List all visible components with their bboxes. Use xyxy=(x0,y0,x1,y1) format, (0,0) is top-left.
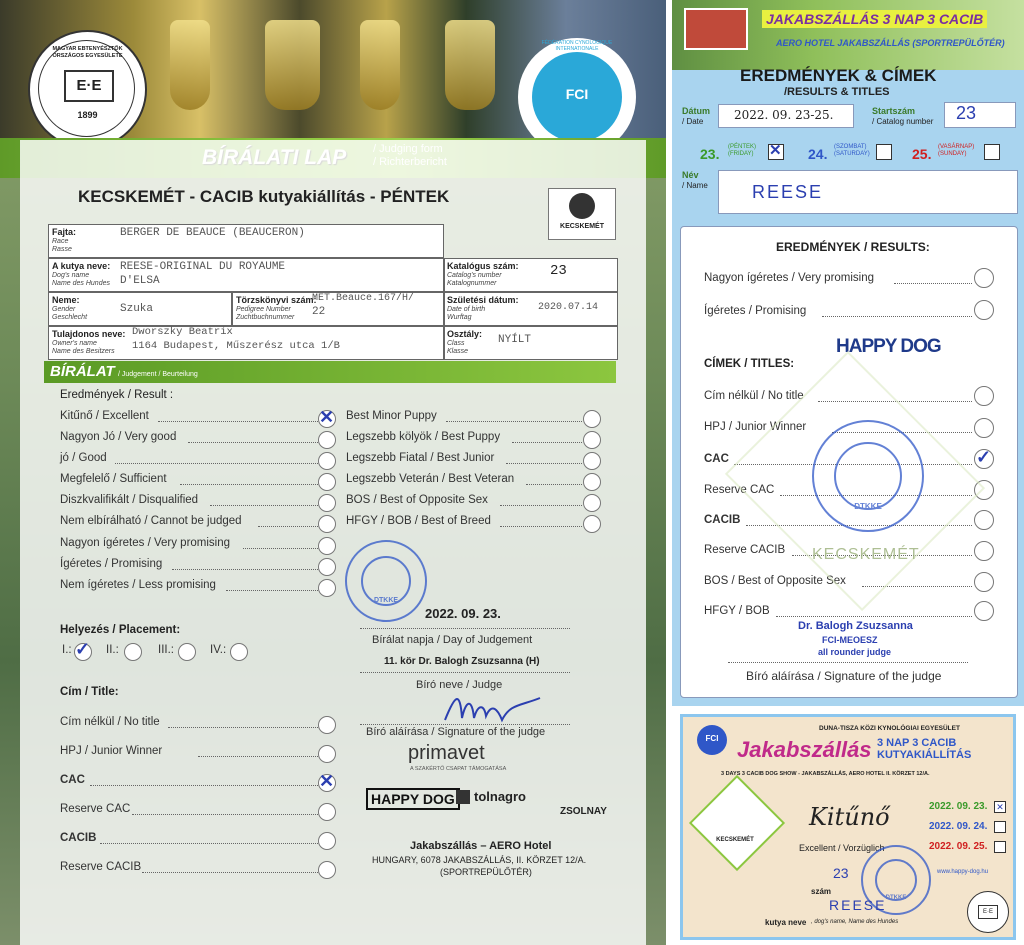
hotel-icon xyxy=(684,8,748,50)
judge-signature xyxy=(440,690,550,726)
title-cacib-checkbox[interactable] xyxy=(318,832,336,850)
title-no-title: Cím nélkül / No title xyxy=(60,716,160,728)
class-value: NYÍLT xyxy=(498,334,532,346)
date-3: 2022. 09. 25. xyxy=(929,841,988,852)
date-2: 2022. 09. 24. xyxy=(929,821,988,832)
pedigree-value: MET.Beauce.167/H/ xyxy=(312,293,415,304)
sponsor-primavet: primavet xyxy=(408,742,485,764)
name-value: REESE xyxy=(752,182,824,202)
dog-badge xyxy=(689,775,785,871)
promising-checkbox[interactable] xyxy=(974,300,994,320)
date-2-checkbox[interactable] xyxy=(994,821,1006,833)
results-title: Eredmények / Result : xyxy=(60,389,174,401)
best-puppy-checkbox[interactable] xyxy=(583,431,601,449)
result-very-promising: Nagyon ígéretes / Very promising xyxy=(60,537,231,549)
title-reserve-cacib: Reserve CACIB xyxy=(60,861,142,873)
results-heading: EREDMÉNYEK & CÍMEK xyxy=(740,66,937,85)
trophy-icon xyxy=(445,20,495,110)
club-stamp: DTKKE xyxy=(861,845,931,915)
title-reserve-cac-checkbox[interactable] xyxy=(318,803,336,821)
award-title: Kitűnő xyxy=(809,803,890,831)
title-junior-winner-checkbox[interactable] xyxy=(318,745,336,763)
date-1-checkbox[interactable]: ✕ xyxy=(994,801,1006,813)
result-less-promising-checkbox[interactable] xyxy=(318,579,336,597)
catalog-value: 23 xyxy=(956,103,977,123)
club-stamp: DTKKE xyxy=(345,540,427,622)
result-disqualified-checkbox[interactable] xyxy=(318,494,336,512)
best-junior-checkbox[interactable] xyxy=(583,452,601,470)
result-cannot-be-judged: Nem elbírálható / Cannot be judged xyxy=(60,515,242,527)
best-of-opposite-sex-checkbox[interactable] xyxy=(583,494,601,512)
trophy-icon xyxy=(265,20,320,110)
catalog-field xyxy=(944,102,1016,128)
best-of-breed-checkbox[interactable] xyxy=(583,515,601,533)
best-minor-puppy: Best Minor Puppy xyxy=(346,410,437,422)
best-veteran-checkbox[interactable] xyxy=(583,473,601,491)
trophy-icon xyxy=(360,20,400,110)
best-puppy: Legszebb kölyök / Best Puppy xyxy=(346,431,501,443)
title-bob-checkbox[interactable] xyxy=(974,601,994,621)
result-very-good-checkbox[interactable] xyxy=(318,431,336,449)
result-good-checkbox[interactable] xyxy=(318,452,336,470)
judge-line: 11. kör Dr. Balogh Zsuzsanna (H) xyxy=(384,656,540,667)
judgement-date: 2022. 09. 23. xyxy=(425,606,501,621)
dob-value: 2020.07.14 xyxy=(538,302,599,313)
result-cannot-be-judged-checkbox[interactable] xyxy=(318,515,336,533)
day3-checkbox[interactable] xyxy=(984,144,1000,160)
results-card: JAKABSZÁLLÁS 3 NAP 3 CACIB AERO HOTEL JAKABSZÁLLÁS (SPORTREPÜLŐTÉR) EREDMÉNYEK & CÍMEK /RESULTS & TITLES Dátum / Date 2022. 09. 23-25. Startszám / Catalog number 23 23. (PÉNTEK) (FRIDAY) ✕ 24. (SZOMBAT) (SATURDAY) 25. (VASÁRNAP) (SUNDAY) Név / Name REESE EREDMÉNYEK / RESULTS: Nagyon ígéretes / Very promising Ígéretes / Promising CÍMEK / TITLES: HAPPY DOG Cím nélkül / No title HPJ / Junior Winner CAC ✓ Reserve CAC CACIB Reserve CACIB BOS / Best of Opposite Sex HFGY / BOB KECSKEMÉT DTKKE Dr. Balogh Zsuzsanna FCI-MEOESZ all rounder judge Bíró aláírása / Signature of the judge xyxy=(672,0,1024,706)
number-value: 23 xyxy=(833,865,849,881)
fci-emblem: FCI FÉDÉRATION CYNOLOGIQUE INTERNATIONALE xyxy=(518,38,636,156)
very-promising-checkbox[interactable] xyxy=(974,268,994,288)
placement-3-checkbox[interactable] xyxy=(178,643,196,661)
best-of-breed: HFGY / BOB / Best of Breed xyxy=(346,515,491,527)
result-less-promising: Nem ígéretes / Less promising xyxy=(60,579,216,591)
rosette-title: Jakabszállás xyxy=(737,737,872,762)
title-reserve-cacib-checkbox[interactable] xyxy=(974,541,994,561)
sponsor-tolnagro: tolnagro xyxy=(474,789,526,804)
checkmark-icon: ✕ xyxy=(769,142,782,159)
title-bos-checkbox[interactable] xyxy=(974,572,994,592)
title-junior-winner: HPJ / Junior Winner xyxy=(60,745,163,757)
happydog-logo: HAPPY DOG xyxy=(836,336,941,357)
date-1: 2022. 09. 23. xyxy=(929,801,988,812)
title-cacib: CACIB xyxy=(60,832,97,844)
judging-form: E·E 1899 MAGYAR EBTENYÉSZTŐK ORSZÁGOS EGYESÜLETE FCI FÉDÉRATION CYNOLOGIQUE INTERNATIONALE KECSKEMÉT - CACIB kutyakiállítás - PÉNTEK KECSKEMÉT Fajta: Race Rasse BERGER DE BEAUCE (BEAUCERON) A kutya neve: Dog's name Name des Hundes REESE-ORIGINAL DU ROYAUME D'ELSA Katalógus szám: Catalog's number Katalognummer 23 Neme: Gender Geschlecht Szuka Törzskönyvi szám: Pedigree Number Zuchtbuchnummer MET.Beauce.167/H/ 22 Születési dátum: Date of birth Wurftag 2020.07.14 Tulajdonos neve: Owner's name Name des Besitzers Dworszky Beatrix 1164 Budapest, Műszerész utca 1/B Osztály: Class Klasse NYÍLT BÍRÁLAT / Judgement / Beurteilung Eredmények / Result : Kitűnő / Excellent ✕ Nagyon Jó / Very good jó / Good Megfelelő / Sufficient Diszkvalifikált / Disqualified Nem elbírálható / Cannot be judged Nagyon ígéretes / Very promising Ígéretes / Promising Nem ígéretes / Less promising Best Minor Puppy Legszebb kölyök / Best Puppy Legszebb Fiatal / Best Junior Legszebb Veterán / Best Veteran BOS / Best of Opposite Sex HFGY / BOB / Best of Breed DTKKE Helyezés / Placement: I.: ✓ II.: III.: IV.: 2022. 09. 23. Bírálat napja / Day of Judgement 11. kör Dr. Balogh Zsuzsanna (H) Bíró neve / Judge Bíró aláírása / Signature of the judge Cím / Title: Cím nélkül / No title HPJ / Junior Winner CAC ✕ Reserve CAC CACIB Reserve CACIB primavet A SZAKÉRTŐ CSAPAT TÁMOGATÁSA HAPPY DOG tolnagro ZSOLNAY Jakabszállás – AERO Hotel HUNGARY, 6078 JAKABSZÁLLÁS, II. KÖRZET 12/A. (SPORTREPÜLŐTÉR) xyxy=(0,0,666,945)
title-reserve-cac: Reserve CAC xyxy=(60,803,131,815)
checkmark-icon: ✕ xyxy=(319,771,335,791)
checkmark-icon: ✕ xyxy=(319,407,335,427)
judge-name: Dr. Balogh Zsuzsanna xyxy=(798,620,913,632)
venue-name: Jakabszállás – AERO Hotel xyxy=(410,840,552,852)
catalog-value: 23 xyxy=(550,263,567,279)
checkmark-icon: ✓ xyxy=(75,639,91,659)
judgement-header: BÍRÁLAT xyxy=(50,363,115,380)
club-stamp: DTKKE xyxy=(812,420,924,532)
owner-value: Dworszky Beatrix xyxy=(132,326,233,338)
result-sufficient: Megfelelő / Sufficient xyxy=(60,473,167,485)
best-junior: Legszebb Fiatal / Best Junior xyxy=(346,452,495,464)
best-minor-puppy-checkbox[interactable] xyxy=(583,410,601,428)
best-of-opposite-sex: BOS / Best of Opposite Sex xyxy=(346,494,488,506)
placement-2-checkbox[interactable] xyxy=(124,643,142,661)
result-promising-checkbox[interactable] xyxy=(318,558,336,576)
date-value: 2022. 09. 23-25. xyxy=(734,108,834,122)
result-sufficient-checkbox[interactable] xyxy=(318,473,336,491)
result-very-good: Nagyon Jó / Very good xyxy=(60,431,177,443)
title-no-title-checkbox[interactable] xyxy=(318,716,336,734)
best-veteran: Legszebb Veterán / Best Veteran xyxy=(346,473,515,485)
result-promising: Ígéretes / Promising xyxy=(60,558,163,570)
date-3-checkbox[interactable] xyxy=(994,841,1006,853)
title-cacib-checkbox[interactable] xyxy=(974,510,994,530)
result-very-promising-checkbox[interactable] xyxy=(318,537,336,555)
day2-checkbox[interactable] xyxy=(876,144,892,160)
dog-value: REESE xyxy=(829,897,887,913)
checkmark-icon: ✓ xyxy=(976,447,992,467)
rosette-card: FCI DUNA-TISZA KÖZI KYNOLÓGIAI EGYESÜLET Jakabszállás 3 NAP 3 CACIB KUTYAKIÁLLÍTÁS 3 DAYS 3 CACIB DOG SHOW - JAKABSZÁLLÁS, AERO HOTEL II. KÖRZET 12/A. KECSKEMÉT Kitűnő Excellent / Vorzüglich 2022. 09. 23. ✕ 2022. 09. 24. 2022. 09. 25. DTKKE www.happy-dog.hu 23 szám REESE kutya neve , dog's name, Name des Hundes E·E xyxy=(680,714,1016,940)
trophy-icon xyxy=(170,20,210,110)
breed-value: BERGER DE BEAUCE (BEAUCERON) xyxy=(120,227,305,239)
event-title: KECSKEMÉT - CACIB kutyakiállítás - PÉNTEK xyxy=(78,187,450,206)
club-badge: KECSKEMÉT xyxy=(548,188,616,240)
banner-title: JAKABSZÁLLÁS 3 NAP 3 CACIB xyxy=(762,10,987,28)
result-good: jó / Good xyxy=(60,452,107,464)
dog-name-value: REESE-ORIGINAL DU ROYAUME xyxy=(120,261,286,273)
title-reserve-cacib-checkbox[interactable] xyxy=(318,861,336,879)
sponsor-zsolnay: ZSOLNAY xyxy=(560,806,607,817)
sex-value: Szuka xyxy=(120,303,154,315)
result-excellent: Kitűnő / Excellent xyxy=(60,410,149,422)
sponsor-happydog: HAPPY DOG xyxy=(366,788,460,810)
placement-title: Helyezés / Placement: xyxy=(60,624,181,636)
title-section: Cím / Title: xyxy=(60,686,119,698)
placement-4-checkbox[interactable] xyxy=(230,643,248,661)
title-cac: CAC xyxy=(60,774,85,786)
association-logo: E·E xyxy=(967,891,1009,933)
tolnagro-icon xyxy=(456,790,470,804)
venue-address: HUNGARY, 6078 JAKABSZÁLLÁS, II. KÖRZET 12/A. xyxy=(372,855,587,865)
association-seal: E·E 1899 MAGYAR EBTENYÉSZTŐK ORSZÁGOS EGYESÜLETE xyxy=(28,30,147,149)
result-disqualified: Diszkvalifikált / Disqualified xyxy=(60,494,199,506)
title-no-title-checkbox[interactable] xyxy=(974,386,994,406)
title-junior-winner-checkbox[interactable] xyxy=(974,418,994,438)
